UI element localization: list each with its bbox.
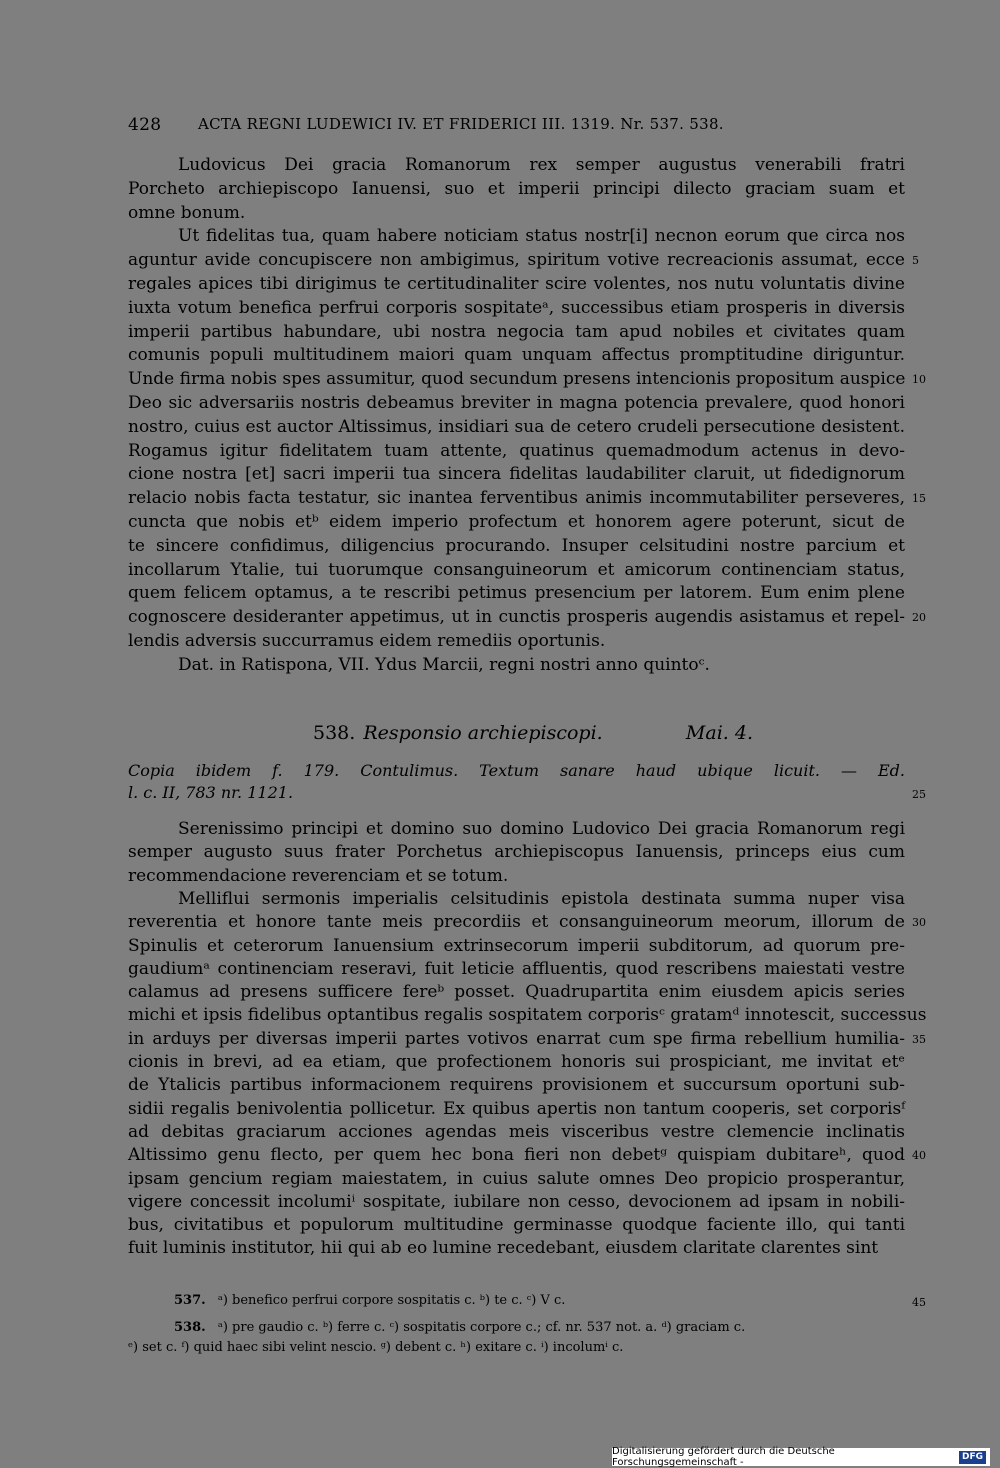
footnote-label: 537. [174,1293,206,1308]
source-line: l. c. II, 783 nr. 1121. [128,783,294,802]
text-line: Deo sic adversariis nostris debeamus breviter in magna potencia prevalere, quod honori [128,393,905,413]
text-line: Porcheto archiepiscopo Ianuensi, suo et imperii principi dilecto graciam suam et [128,178,905,199]
text-line: Dat. in Ratispona, VII. Ydus Marcii, regni nostri anno quintoᶜ. [178,654,710,675]
text-line: michi et ipsis fidelibus optantibus regalis sospitatem corporisᶜ gratamᵈ innotescit, successus [128,1005,927,1026]
text-line: cuncta que nobis etᵇ eidem imperio profectum et honorem agere poterunt, sicut de [128,512,905,532]
footer-text: Digitalisierung gefördert durch die Deutsche Forschungsgemeinschaft - [612,1446,835,1468]
text-line: Ut fidelitas tua, quam habere noticiam status nostr[i] necnon eorum que circa nos [178,226,905,247]
line-number: 20 [912,611,926,625]
funding-footer [612,1448,990,1466]
text-line: incollarum Ytalie, tui tuorumque consanguineorum et amicorum continenciam status, [128,559,905,580]
text-line: imperii partibus habundare, ubi nostra negocia tam apud nobiles et civitates quam [128,321,905,342]
line-number: 10 [912,373,926,387]
footnote-text: ᵃ) pre gaudio c. ᵇ) ferre c. ᶜ) sospitatis corpore c.; cf. nr. 537 not. a. ᵈ) graciam c. [217,1320,746,1335]
text-line: cognoscere desideranter appetimus, ut in cunctis prosperis augendis asistamus et repel- [128,607,905,628]
text-line: in arduys per diversas imperii partes votivos enarrat cum spe firma rebellium humilia- [128,1028,905,1049]
line-number: 35 [912,1032,926,1046]
text-line: omne bonum. [128,202,246,223]
footnote-text: ᵃ) benefico perfrui corpore sospitatis c. ᵇ) te c. ᶜ) V c. [217,1293,566,1308]
text-line: Altissimo genu flecto, per quem hec bona fieri non debetᵍ quispiam dubitareʰ, quod [128,1145,905,1166]
line-number: 15 [912,492,926,506]
text-line: nostro, cuius est auctor Altissimus, insidiari sua de cetero crudeli persecutione desistent. [128,416,905,437]
text-line: comunis populi multitudinem maiori quam unquam affectus promptitudine diriguntur. [128,345,905,366]
source-line: Copia ibidem f. 179. Contulimus. Textum sanare haud ubique licuit. — Ed. [128,761,905,780]
line-number: 40 [912,1149,926,1163]
document-date: Mai. 4. [685,722,753,744]
running-header [128,115,793,135]
text-line: fuit luminis institutor, hii qui ab eo lumine recedebant, eiusdem claritate clarentes sint [128,1238,879,1259]
footnote-text: ᵉ) set c. ᶠ) quid haec sibi velint nescio. ᵍ) debent c. ʰ) exitare c. ⁱ) incolumⁱ c. [128,1340,624,1355]
text-line: lendis adversis succurramus eidem remediis oportunis. [128,631,606,651]
text-line: regales apices tibi dirigimus te certitudinaliter scire volentes, nos nutu voluntatis divine [128,274,905,294]
text-line: bus, civitatibus et populorum multitudine germinasse quodque faciente illo, qui tanti [128,1215,905,1236]
text-line: cionis in brevi, ad ea etiam, que profectionem honoris sui prospiciant, me invitat etᵉ [128,1052,905,1072]
text-line: aguntur avide concupiscere non ambigimus, spiritum votive recreacionis assumat, ecce [128,250,905,271]
text-line: reverentia et honore tante meis precordiis et consanguineorum meorum, illorum de [128,912,905,933]
footnote-538 [174,1320,745,1335]
text-line: Rogamus igitur fidelitatem tuam attente, quatinus quemadmodum actenus in devo- [128,440,905,461]
text-line: semper augusto suus frater Porchetus archiepiscopus Ianuensis, princeps eius cum [128,842,905,863]
document-title: Responsio archiepiscopi. [363,722,603,744]
line-number: 45 [912,1296,926,1309]
footnote-537 [174,1293,565,1308]
line-number: 5 [912,254,919,268]
text-line: iuxta votum benefica perfrui corporis sospitateᵃ, successibus etiam prosperis in diversis [128,297,905,318]
text-line: ad debitas graciarum acciones agendas meis visceribus vestre clemencie inclinatis [128,1121,905,1142]
document-number: 538. [313,722,356,744]
footnote-label: 538. [174,1320,206,1335]
running-title: ACTA REGNI LUDEWICI IV. ET FRIDERICI III. 1319. Nr. 537. 538. [198,115,724,133]
text-line: relacio nobis facta testatur, sic inantea ferventibus animis incommutabiliter perseveres, [128,488,905,509]
text-line: de Ytalicis partibus informacionem requirens provisionem et succursum oportuni sub- [128,1075,905,1096]
text-line: Spinulis et ceterorum Ianuensium extrinsecorum imperii subditorum, ad quorum pre- [128,935,905,956]
text-line: gaudiumᵃ continenciam reseravi, fuit leticie affluentis, quod rescribens maiestati vestre [128,958,905,979]
line-number: 30 [912,916,926,930]
text-line: Mellifluі sermonis imperialis celsitudinis epistola destinata summa nuper visa [178,888,905,909]
text-line: te sincere confidimus, diligencius procurando. Insuper celsitudini nostre parcium et [128,535,905,556]
page-number: 428 [128,115,162,135]
source-note [128,760,905,804]
line-number: 25 [912,788,926,801]
text-line: Unde firma nobis spes assumitur, quod secundum presens intencionis propositum auspice [128,369,906,390]
text-line: Ludovicus Dei gracia Romanorum rex semper augustus venerabili fratri [178,155,905,175]
text-line: ipsam gencium regiam maiestatem, in cuius salute omnes Deo propicio prosperantur, [128,1168,905,1189]
dfg-logo: DFG [959,1451,986,1464]
text-line: calamus ad presens sufficere fereᵇ posset. Quadrupartita enim eiusdem apicis series [128,982,905,1003]
document-538-heading [313,722,753,744]
text-line: sidii regalis benivolentia pollicetur. Ex quibus apertis non tantum cooperis, set corporisᶠ [128,1098,905,1119]
text-line: cione nostra [et] sacri imperii tua sincera fidelitas laudabiliter claruit, ut fidedignorum [128,464,905,485]
text-line: vigere concessit incolumiⁱ sospitate, iubilare non cesso, devocionem ad ipsam in nobili- [128,1191,905,1212]
text-line: Serenissimo principi et domino suo domino Ludovico Dei gracia Romanorum regi [178,819,905,839]
text-line: quem felicem optamus, a te rescribi petimus presencium per latorem. Eum enim plene [128,583,905,604]
footnote-538-continued [128,1340,623,1355]
text-line: recommendacione reverenciam et se totum. [128,865,509,886]
